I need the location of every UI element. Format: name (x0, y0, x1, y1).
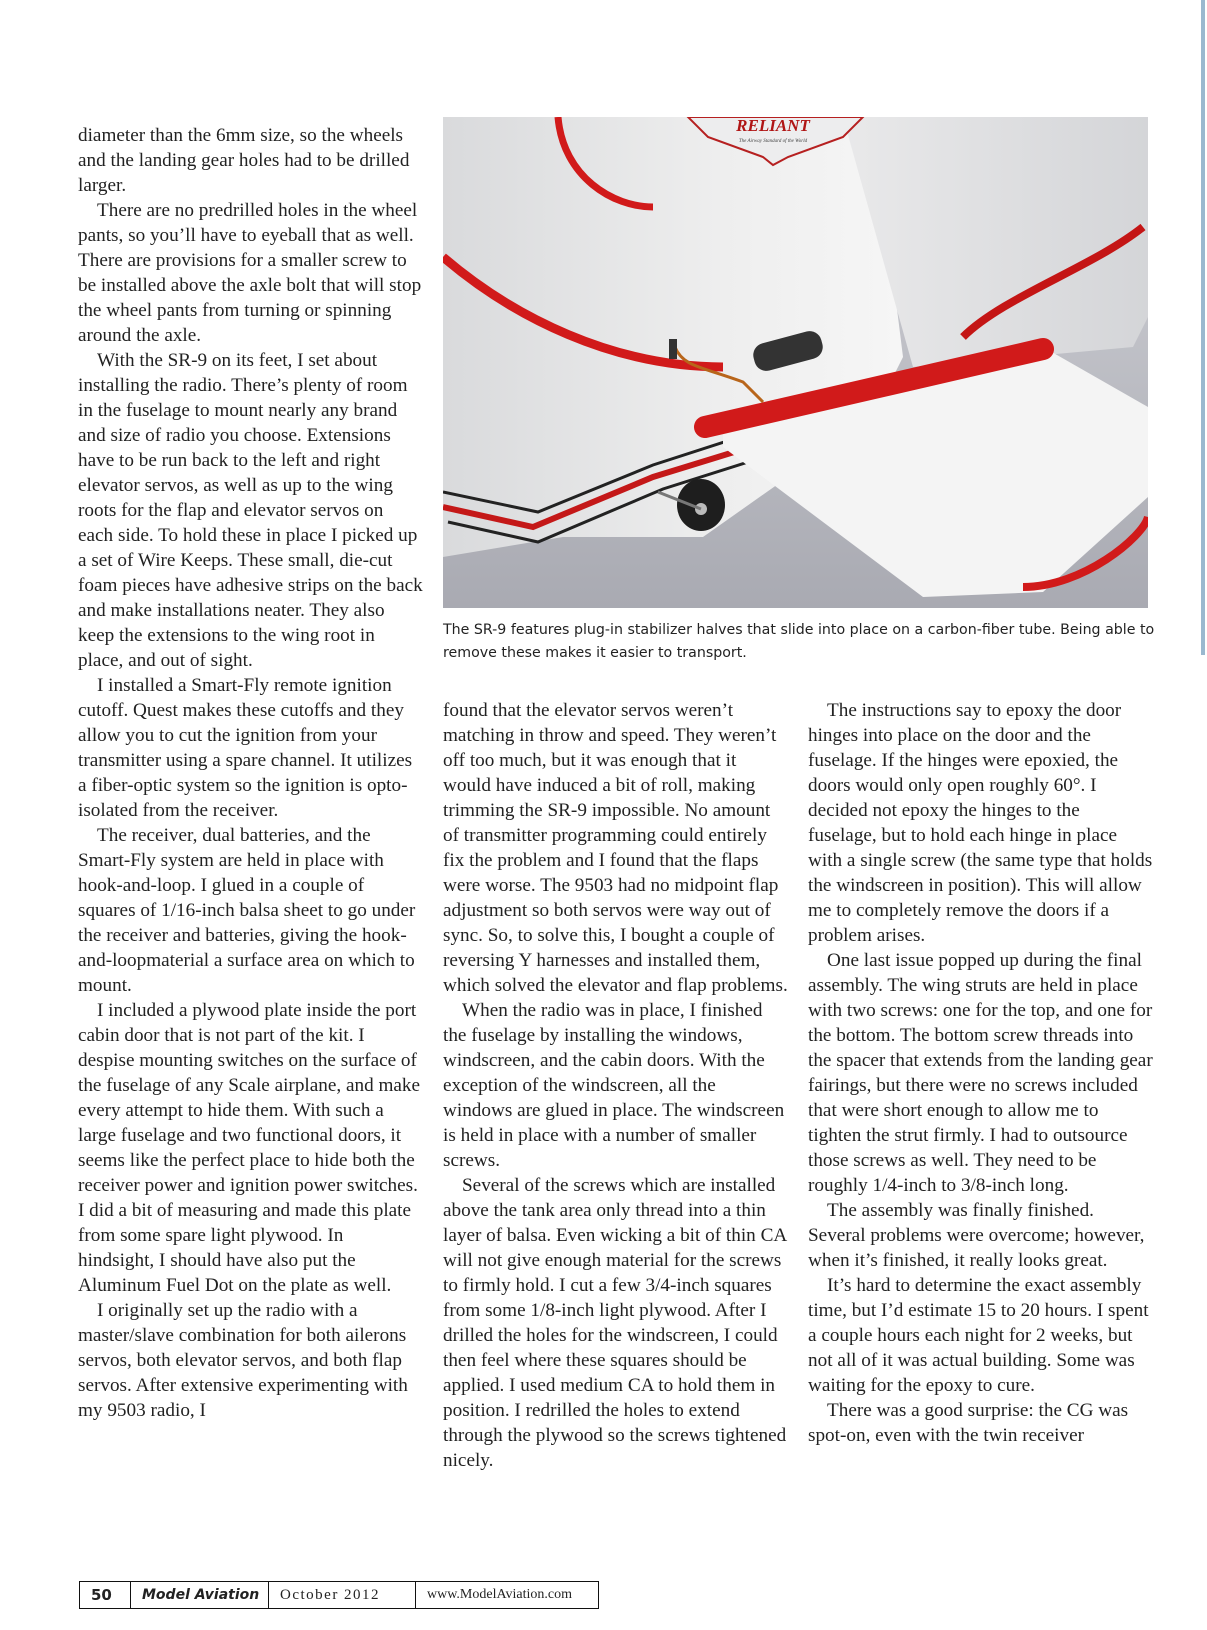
page-number: 50 (80, 1582, 131, 1608)
paragraph: The assembly was finally finished. Several problems were overcome; however, when it’s finished, it really looks great. (808, 1200, 1145, 1271)
paragraph: There was a good surprise: the CG was spot-on, even with the twin receiver (808, 1400, 1129, 1446)
paragraph: With the SR-9 on its feet, I set about installing the radio. There’s plenty of room in the fuselage to mount nearly any brand and size of radio you choose. Extensions have to be run back to the left and right elevator servos, as well as up to the wing roots for the flap and elevator servos on each side. To hold these in place I picked up a set of Wire Keeps. These small, die-cut foam pieces have adhesive strips on the back and make installations neater. They also keep the extensions to the wing root in place, and out of sight. (78, 350, 423, 671)
logo-text: RELIANT (736, 117, 810, 135)
paragraph: The instructions say to epoxy the door hinges into place on the door and the fuselage. If the hinges were epoxied, the doors would only open roughly 60°. I decided not epoxy the hinges to the fuselage, but to hold each hinge in place with a single screw (the same type that holds the windscreen in position). This will allow me to completely remove the doors if a problem arises. (808, 700, 1153, 946)
page-edge-rule (1201, 0, 1205, 655)
issue-date: October 2012 (269, 1582, 416, 1608)
paragraph: I installed a Smart-Fly remote ignition cutoff. Quest makes these cutoffs and they allow you to cut the ignition from your transmitter using a spare channel. It utilizes a fiber-optic system so the ignition is opto-isolated from the receiver. (78, 675, 413, 821)
magazine-name: Model Aviation (131, 1582, 269, 1608)
logo-tagline: The Airway Standard of the World (738, 139, 808, 144)
paragraph: The receiver, dual batteries, and the Smart-Fly system are held in place with hook-and-loop. I glued in a couple of squares of 1/16-inch balsa sheet to go under the receiver and batteries, giving the hook-and-loopmaterial a surface area on which to mount. (78, 825, 416, 996)
photo-caption: The SR-9 features plug-in stabilizer halves that slide into place on a carbon-fiber tube. Being able to remove these makes it easier to transport. (443, 622, 1155, 661)
paragraph: One last issue popped up during the final assembly. The wing struts are held in place with two screws: one for the top, and one for the bottom. The bottom screw threads into the spacer that extends from the landing gear fairings, but there were no screws included that were short enough to allow me to tighten the strut firmly. I had to outsource those screws as well. They need to be roughly 1/4-inch to 3/8-inch long. (808, 950, 1153, 1196)
website-url[interactable]: www.ModelAviation.com (427, 1587, 573, 1602)
airplane-photo (443, 117, 1148, 608)
text-column-1 (78, 123, 423, 1423)
page-footer (79, 1581, 599, 1609)
paragraph: There are no predrilled holes in the wheel pants, so you’ll have to eyeball that as well. There are provisions for a smaller screw to be installed above the axle bolt that will stop the wheel pants from turning or spinning around the axle. (78, 200, 422, 346)
paragraph: diameter than the 6mm size, so the wheels and the landing gear holes had to be drilled larger. (78, 125, 410, 196)
paragraph: When the radio was in place, I finished the fuselage by installing the windows, windscreen, and the cabin doors. With the exception of the windscreen, all the windows are glued in place. The windscreen is held in place with a number of smaller screws. (443, 1000, 785, 1171)
paragraph: found that the elevator servos weren’t matching in throw and speed. They weren’t off too much, but it was enough that it would have induced a bit of roll, making trimming the SR-9 impossible. No amount of transmitter programming could entirely fix the problem and I found that the flaps were worse. The 9503 had no midpoint flap adjustment so both servos were way out of sync. So, to solve this, I bought a couple of reversing Y harnesses and installed them, which solved the elevator and flap problems. (443, 700, 788, 996)
text-column-3 (808, 698, 1153, 1448)
paragraph: I originally set up the radio with a master/slave combination for both ailerons servos, both elevator servos, and both flap servos. After extensive experimenting with my 9503 radio, I (78, 1300, 408, 1421)
paragraph: I included a plywood plate inside the port cabin door that is not part of the kit. I despise mounting switches on the surface of the fuselage of any Scale airplane, and make every attempt to hide them. With such a large fuselage and two functional doors, it seems like the perfect place to hide both the receiver power and ignition power switches. I did a bit of measuring and made this plate from some spare light plywood. In hindsight, I should have also put the Aluminum Fuel Dot on the plate as well. (78, 1000, 421, 1296)
paragraph: Several of the screws which are installed above the tank area only thread into a thin layer of balsa. Even wicking a bit of thin CA will not give enough material for the screws to firmly hold. I cut a few 3/4-inch squares from some 1/8-inch light plywood. After I drilled the holes for the windscreen, I could then feel where these squares should be applied. I used medium CA to hold them in position. I redrilled the holes to extend through the plywood so the screws tightened nicely. (443, 1175, 787, 1471)
text-column-2 (443, 698, 788, 1473)
paragraph: It’s hard to determine the exact assembly time, but I’d estimate 15 to 20 hours. I spent a couple hours each night for 2 weeks, but not all of it was actual building. Some was waiting for the epoxy to cure. (808, 1275, 1149, 1396)
